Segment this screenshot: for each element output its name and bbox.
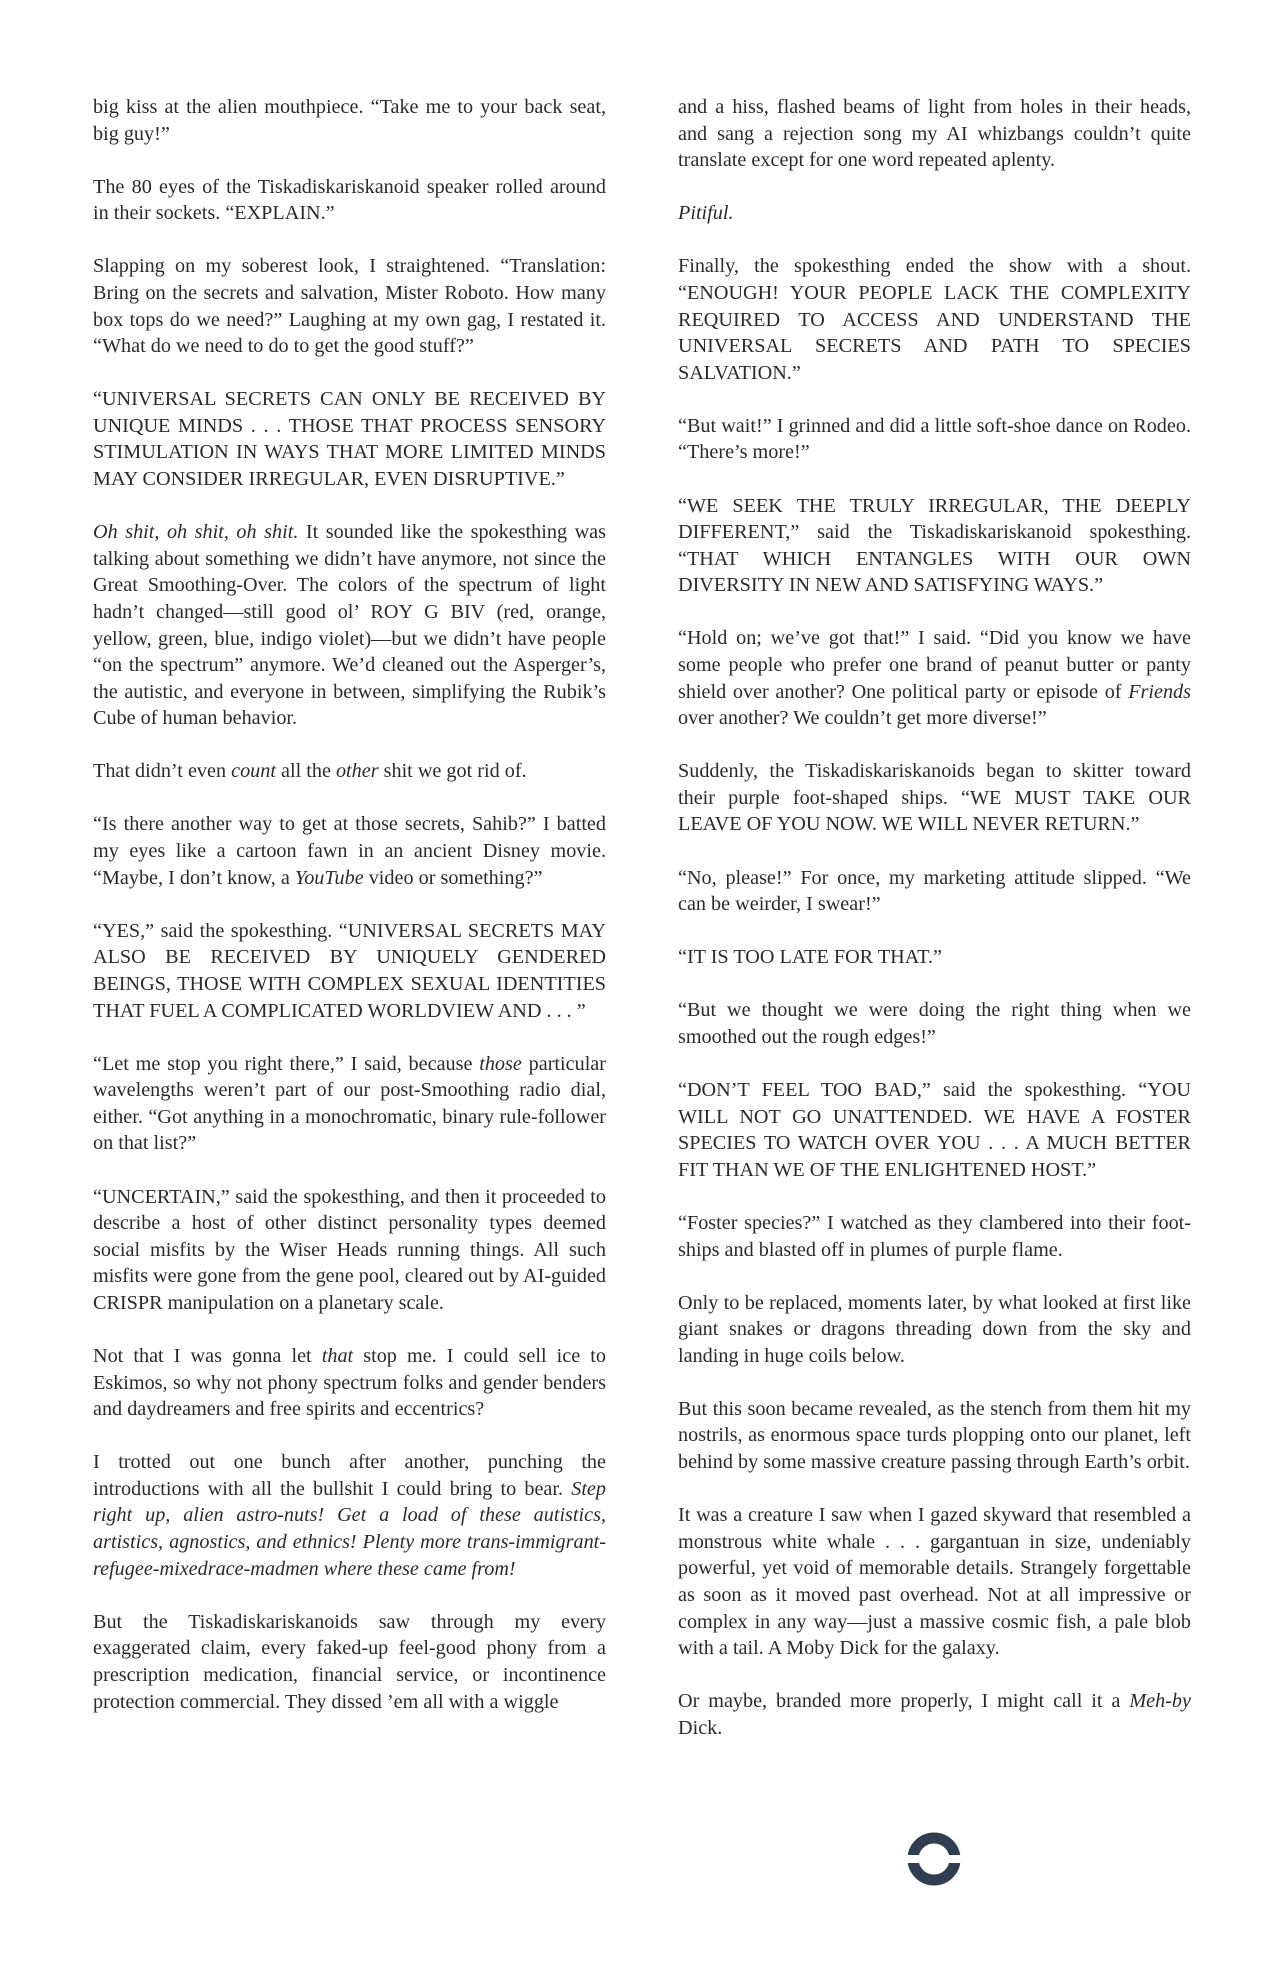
paragraph [678, 94, 1191, 174]
text-run: But the Tiskadiskariskanoids saw through my every exaggerated claim, every faked-up feel-good phony from a prescription medication, financial service, or incontinence protection commercial. They dissed ’em all with a wiggle [93, 1610, 606, 1713]
italic-text-run: Meh-by [1129, 1690, 1191, 1713]
paragraph [678, 1210, 1191, 1263]
text-run: big kiss at the alien mouthpiece. “Take me to your back seat, big guy!” [93, 96, 606, 145]
italic-text-run: that [321, 1344, 354, 1367]
text-run: But this soon became revealed, as the stench from them hit my nostrils, as enormous space turds plopping onto our planet, left behind by some massive creature passing through Earth’s orbit. [678, 1397, 1191, 1474]
paragraph [678, 625, 1191, 731]
italic-text-run: Step right up, alien astro-nuts! Get a load of these autistics, artistics, agnostics, and ethnics! Plenty more trans-immigrant-refugee-mixedrace-madmen where these came from! [93, 1477, 606, 1580]
paragraph [93, 386, 606, 492]
text-run: “YES,” said the spokesthing. “UNIVERSAL SECRETS MAY ALSO BE RECEIVED BY UNIQUELY GENDERED BEINGS, THOSE WITH COMPLEX SEXUAL IDENTITIES THAT FUEL A COMPLICATED WORLDVIEW AND . . . ” [93, 919, 606, 1022]
paragraph [678, 865, 1191, 918]
paragraph [93, 758, 606, 785]
paragraph [678, 1688, 1191, 1741]
text-run: Or maybe, branded more properly, I might call it a [678, 1690, 1130, 1713]
paragraph [93, 1184, 606, 1317]
text-run: “But we thought we were doing the right thing when we smoothed out the rough edges!” [678, 999, 1191, 1048]
text-run: “UNCERTAIN,” said the spokesthing, and then it proceeded to describe a host of other distinct personality types deemed social misfits by the Wiser Heads running things. All such misfits were gone from the gene pool, cleared out by AI-guided CRISPR manipulation on a planetary scale. [93, 1185, 606, 1314]
paragraph [678, 1502, 1191, 1662]
text-run: The 80 eyes of the Tiskadiskariskanoid speaker rolled around in their sockets. “EXPLAIN.” [93, 175, 606, 225]
paragraph [678, 1077, 1191, 1183]
italic-text-run: YouTube [294, 866, 364, 889]
paragraph [93, 253, 606, 359]
text-run: “But wait!” I grinned and did a little soft-shoe dance on Rodeo. “There’s more!” [678, 414, 1191, 464]
paragraph [678, 1290, 1191, 1370]
text-run: Only to be replaced, moments later, by what looked at first like giant snakes or dragons threading down from the sky and landing in huge coils below. [678, 1291, 1191, 1367]
italic-text-run: Oh shit, oh shit, oh shit. [93, 521, 299, 544]
paragraph [678, 758, 1191, 838]
paragraph [93, 1609, 606, 1715]
paragraph [678, 1396, 1191, 1476]
paragraph [93, 1343, 606, 1423]
text-run: video or something?” [363, 866, 543, 889]
text-run: Suddenly, the Tiskadiskariskanoids began to skitter toward their purple foot-shaped ships. “WE MUST TAKE OUR LEAVE OF YOU NOW. WE WILL NEVER RETURN.” [678, 760, 1191, 836]
text-run: Slapping on my soberest look, I straightened. “Translation: Bring on the secrets and salvation, Mister Roboto. How many box tops do we need?” Laughing at my own gag, I restated it. “What do we need to do to get the good stuff?” [93, 255, 606, 358]
text-run: “Foster species?” I watched as they clambered into their foot-ships and blasted off in plumes of purple flame. [678, 1211, 1191, 1261]
text-run: “Let me stop you right there,” I said, because [93, 1052, 480, 1075]
text-run: all the [275, 760, 336, 783]
text-run: particular wavelengths weren’t part of our post-Smoothing radio dial, either. “Got anything in a monochromatic, binary rule-follower on that list?” [93, 1052, 606, 1155]
text-run: shit we got rid of. [378, 760, 527, 783]
paragraph [93, 1051, 606, 1157]
text-run: stop me. I could sell ice to Eskimos, so why not phony spectrum folks and gender benders and daydreamers and free spirits and eccentrics? [93, 1344, 607, 1421]
paragraph [678, 944, 1191, 971]
text-run: Dick. [678, 1716, 723, 1739]
paragraph [678, 997, 1191, 1050]
italic-text-run: Pitiful. [678, 202, 734, 225]
paragraph [93, 1449, 606, 1582]
text-run: It sounded like the spokesthing was talking about something we didn’t have anymore, not since the Great Smoothing-Over. The colors of the spectrum of light hadn’t changed—still good ol’ ROY G BIV (red, orange, yellow, green, blue, indigo violet)—but we didn’t have people “on the spectrum” anymore. We’d cleaned out the Asperger’s, the autistic, and everyone in between, simplifying the Rubik’s Cube of human behavior. [93, 521, 606, 730]
left-text-column [93, 94, 606, 1715]
italic-text-run: those [479, 1052, 522, 1075]
text-run: “Hold on; we’ve got that!” I said. “Did you know we have some people who prefer one brand of peanut butter or panty shield over another? One political party or episode of [678, 627, 1191, 703]
italic-text-run: count [231, 760, 276, 783]
paragraph [93, 918, 606, 1024]
paragraph [93, 174, 606, 227]
text-run: and a hiss, flashed beams of light from holes in their heads, and sang a rejection song my AI whizbangs couldn’t quite translate except for one word repeated aplenty. [678, 96, 1191, 172]
right-text-column [678, 94, 1191, 1741]
paragraph [93, 811, 606, 891]
text-run: Finally, the spokesthing ended the show with a shout. “ENOUGH! YOUR PEOPLE LACK THE COMPLEXITY REQUIRED TO ACCESS AND UNDERSTAND THE UNIVERSAL SECRETS AND PATH TO SPECIES SALVATION.” [678, 255, 1191, 384]
text-run: “Is there another way to get at those secrets, Sahib?” I batted my eyes like a cartoon fawn in an ancient Disney movie. “Maybe, I don’t know, a [93, 813, 606, 889]
paragraph [678, 493, 1191, 599]
paragraph [93, 94, 606, 147]
text-run: “WE SEEK THE TRULY IRREGULAR, THE DEEPLY DIFFERENT,” said the Tiskadiskariskanoid spokesthing. “THAT WHICH ENTANGLES WITH OUR OWN DIVERSITY IN NEW AND SATISFYING WAYS.” [678, 494, 1191, 597]
italic-text-run: Friends [1128, 680, 1191, 703]
paragraph [678, 413, 1191, 466]
text-run: over another? We couldn’t get more diverse!” [678, 707, 1047, 730]
text-run: It was a creature I saw when I gazed skyward that resembled a monstrous white whale . . . gargantuan in size, undeniably powerful, yet void of memorable details. Strangely forgettable as soon as it moved past overhead. Not at all impressive or complex in any way—just a massive cosmic fish, a pale blob with a tail. A Moby Dick for the galaxy. [678, 1504, 1191, 1660]
text-run: That didn’t even [93, 760, 232, 783]
text-run: “No, please!” For once, my marketing attitude slipped. “We can be weirder, I swear!” [678, 866, 1191, 916]
text-run: “DON’T FEEL TOO BAD,” said the spokesthing. “YOU WILL NOT GO UNATTENDED. WE HAVE A FOSTER SPECIES TO WATCH OVER YOU . . . A MUCH BETTER FIT THAN WE OF THE ENLIGHTENED HOST.” [678, 1079, 1191, 1181]
text-run: Not that I was gonna let [93, 1344, 322, 1367]
text-run: “UNIVERSAL SECRETS CAN ONLY BE RECEIVED BY UNIQUE MINDS . . . THOSE THAT PROCESS SENSORY STIMULATION IN WAYS THAT MORE LIMITED MINDS MAY CONSIDER IRREGULAR, EVEN DISRUPTIVE.” [93, 388, 606, 491]
paragraph [93, 519, 606, 732]
end-of-story-mark-icon [907, 1832, 961, 1886]
paragraph [678, 253, 1191, 386]
text-run: “IT IS TOO LATE FOR THAT.” [678, 946, 942, 969]
paragraph [678, 200, 1191, 227]
italic-text-run: other [335, 760, 379, 783]
text-run: I trotted out one bunch after another, punching the introductions with all the bullshit I could bring to bear. [93, 1451, 606, 1500]
